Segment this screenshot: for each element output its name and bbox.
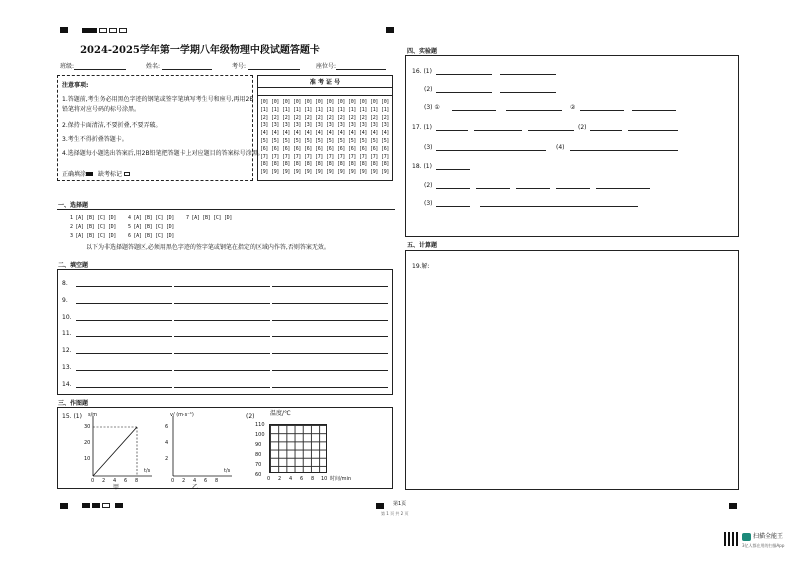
q18-label: 18. (1) xyxy=(412,163,432,170)
exam-id-bubble[interactable]: [1] xyxy=(370,106,379,113)
exam-id-bubble[interactable]: [4] xyxy=(326,130,335,137)
exam-id-bubble[interactable]: [6] xyxy=(282,145,291,152)
fill-item-label: 13. xyxy=(62,364,72,371)
answer-blank[interactable] xyxy=(174,370,270,371)
seat-field[interactable] xyxy=(336,69,386,70)
name-field[interactable] xyxy=(162,69,212,70)
fill-item-label: 12. xyxy=(62,347,72,355)
exam-id-bubble[interactable]: [9] xyxy=(359,169,368,176)
exam-id-bubble[interactable]: [9] xyxy=(315,169,324,176)
draw-area xyxy=(57,407,393,489)
exam-id-bubble[interactable]: [6] xyxy=(337,145,346,152)
g2-tick-y: 4 xyxy=(165,440,169,446)
exam-id-bubble[interactable]: [9] xyxy=(293,169,302,176)
fill-area xyxy=(57,269,393,395)
exam-id-bubble[interactable]: [9] xyxy=(337,169,346,176)
answer-blank[interactable] xyxy=(174,320,270,321)
exam-id-bubble[interactable]: [9] xyxy=(370,169,379,176)
g1-tick-x: 8 xyxy=(135,478,139,484)
timing-mark xyxy=(92,503,100,508)
exam-id-bubble[interactable]: [4] xyxy=(381,130,390,137)
exam-id-bubble[interactable]: [2] xyxy=(370,114,379,121)
notice-item: 2.保持卡面清洁,不要折叠,不要弄破。 xyxy=(62,122,162,129)
exam-id-bubble[interactable]: [4] xyxy=(370,130,379,137)
exam-id-bubble[interactable]: [1] xyxy=(315,106,324,113)
section-fill-heading: 二、填空题 xyxy=(58,262,89,269)
q18-3-label: (3) xyxy=(424,200,433,207)
exam-id-bubble[interactable]: [3] xyxy=(315,122,324,129)
exam-id-bubble[interactable]: [1] xyxy=(381,106,390,113)
q16-3b-label: ② xyxy=(570,104,576,111)
choice-item[interactable]: 5 [A] [B] [C] [D] xyxy=(128,224,175,230)
answer-blank[interactable] xyxy=(506,110,562,111)
answer-blank[interactable] xyxy=(76,286,172,287)
answer-blank[interactable] xyxy=(452,110,496,111)
exam-id-bubble[interactable]: [1] xyxy=(348,106,357,113)
g2-tick-y: 2 xyxy=(165,456,169,462)
exam-id-bubble[interactable]: [4] xyxy=(337,130,346,137)
timing-mark xyxy=(99,28,107,33)
g2-tick-x: 6 xyxy=(204,478,208,484)
answer-blank[interactable] xyxy=(476,188,510,189)
g1-xlabel: t/s xyxy=(144,468,151,474)
exam-id-bubble[interactable]: [1] xyxy=(282,106,291,113)
fill-item-label: 14. xyxy=(62,380,72,388)
g3-xlabel: 时间/min xyxy=(330,476,352,482)
exam-id-bubble[interactable]: [3] xyxy=(260,122,269,129)
fill-sample xyxy=(86,172,93,176)
exam-id-bubble[interactable]: [8] xyxy=(271,161,280,168)
exam-id-bubble[interactable]: [5] xyxy=(282,138,291,144)
q16-3-label: (3) ① xyxy=(424,104,440,111)
answer-blank[interactable] xyxy=(500,74,556,75)
g2-tick-y: 6 xyxy=(165,424,169,430)
exam-id-grid[interactable] xyxy=(260,99,392,179)
g3-tick-x: 4 xyxy=(289,476,293,482)
q19-label: 19.解: xyxy=(412,263,430,270)
exam-no-label: 考号: xyxy=(232,63,247,70)
exam-id-bubble[interactable]: [7] xyxy=(315,153,324,160)
exam-id-bubble[interactable]: [7] xyxy=(370,153,379,160)
exam-id-bubble[interactable]: [7] xyxy=(271,153,280,160)
exam-id-bubble[interactable]: [5] xyxy=(348,138,357,144)
answer-blank[interactable] xyxy=(76,336,172,337)
answer-blank[interactable] xyxy=(174,353,270,354)
exam-id-bubble[interactable]: [8] xyxy=(315,161,324,168)
g2-tick-x: 8 xyxy=(215,478,219,484)
answer-blank[interactable] xyxy=(516,188,550,189)
exam-id-bubble[interactable]: [2] xyxy=(271,114,280,121)
exam-id-bubble[interactable]: [5] xyxy=(260,138,269,144)
exam-id-bubble[interactable]: [2] xyxy=(282,114,291,121)
exam-id-bubble[interactable]: [8] xyxy=(359,161,368,168)
exam-id-bubble[interactable]: [6] xyxy=(271,145,280,152)
exam-id-bubble[interactable]: [7] xyxy=(293,153,302,160)
answer-blank[interactable] xyxy=(76,320,172,321)
answer-blank[interactable] xyxy=(556,188,590,189)
exam-id-bubble[interactable]: [7] xyxy=(260,153,269,160)
timing-mark xyxy=(82,503,90,508)
g1-tick-x: 0 xyxy=(91,478,95,484)
choice-item[interactable]: 1 [A] [B] [C] [D] xyxy=(70,215,117,221)
notice-heading: 注意事项: xyxy=(62,82,89,89)
g1-tick-x: 4 xyxy=(113,478,117,484)
answer-blank[interactable] xyxy=(174,387,270,388)
absent-mark-label: 缺考标记 xyxy=(98,171,123,178)
exam-id-bubble[interactable]: [1] xyxy=(260,106,269,113)
seat-label: 座位号: xyxy=(316,63,337,70)
exam-id-bubble[interactable]: [5] xyxy=(326,138,335,144)
answer-blank[interactable] xyxy=(436,169,470,170)
exam-id-bubble[interactable]: [2] xyxy=(381,114,390,121)
answer-blank[interactable] xyxy=(76,387,172,388)
g3-tick-y: 70 xyxy=(255,462,262,468)
exam-id-bubble[interactable]: [7] xyxy=(381,153,390,160)
timing-mark xyxy=(119,28,127,33)
answer-blank[interactable] xyxy=(76,303,172,304)
exam-id-bubble[interactable]: [0] xyxy=(326,99,335,105)
exam-id-bubble[interactable]: [2] xyxy=(260,114,269,121)
exam-id-bubble[interactable]: [2] xyxy=(315,114,324,121)
temperature-grid[interactable] xyxy=(269,424,327,473)
choice-item[interactable]: 6 [A] [B] [C] [D] xyxy=(128,233,175,239)
exam-id-bubble[interactable]: [3] xyxy=(271,122,280,129)
exam-id-bubble[interactable]: [0] xyxy=(337,99,346,105)
g3-tick-x: 2 xyxy=(278,476,282,482)
exam-id-bubble[interactable]: [6] xyxy=(326,145,335,152)
exam-id-bubble[interactable]: [8] xyxy=(348,161,357,168)
g3-tick-y: 90 xyxy=(255,442,262,448)
exam-id-bubble[interactable]: [6] xyxy=(359,145,368,152)
exam-id-bubble[interactable]: [8] xyxy=(260,161,269,168)
exam-id-box xyxy=(257,75,393,181)
g1-tick-x: 6 xyxy=(124,478,128,484)
exam-id-bubble[interactable]: [4] xyxy=(304,130,313,137)
choice-item[interactable]: 2 [A] [B] [C] [D] xyxy=(70,224,117,230)
fill-item-label: 11. xyxy=(62,330,72,338)
g1-tick-y: 30 xyxy=(84,424,91,430)
exam-id-bubble[interactable]: [2] xyxy=(326,114,335,121)
answer-blank[interactable] xyxy=(174,303,270,304)
exam-id-bubble[interactable]: [8] xyxy=(381,161,390,168)
exam-id-bubble[interactable]: [5] xyxy=(315,138,324,144)
exam-id-bubble[interactable]: [2] xyxy=(348,114,357,121)
exam-id-bubble[interactable]: [9] xyxy=(304,169,313,176)
exam-id-bubble[interactable]: [5] xyxy=(370,138,379,144)
exam-id-bubble[interactable]: [8] xyxy=(370,161,379,168)
g3-tick-y: 80 xyxy=(255,452,262,458)
answer-blank[interactable] xyxy=(436,188,470,189)
non-choice-notice: 以下为非选择题答题区,必须用黑色字迹的签字笔或钢笔在指定的区域内作答,否则答案无效。 xyxy=(86,244,330,251)
exam-id-bubble[interactable]: [7] xyxy=(359,153,368,160)
exam-id-bubble[interactable]: [9] xyxy=(381,169,390,176)
exam-id-bubble[interactable]: [9] xyxy=(348,169,357,176)
g2-xlabel: t/s xyxy=(224,468,231,474)
experiment-area xyxy=(405,55,739,237)
g2-ylabel: v/ (m·s⁻¹) xyxy=(170,412,194,418)
sheet-title: 2024-2025学年第一学期八年级物理中段试题答题卡 xyxy=(80,45,320,56)
g3-tick-x: 10 xyxy=(321,476,328,482)
g2-tick-x: 2 xyxy=(182,478,186,484)
exam-id-bubble[interactable]: [9] xyxy=(326,169,335,176)
exam-id-bubble[interactable]: [3] xyxy=(304,122,313,129)
exam-id-bubble[interactable]: [4] xyxy=(293,130,302,137)
exam-id-bubble[interactable]: [8] xyxy=(337,161,346,168)
choice-item[interactable]: 4 [A] [B] [C] [D] xyxy=(128,215,175,221)
q17-3-label: (3) xyxy=(424,144,433,151)
section-experiment-heading: 四、实验题 xyxy=(407,48,438,55)
answer-blank[interactable] xyxy=(436,74,492,75)
g3-ylabel: 温度/℃ xyxy=(270,410,291,417)
g3-tick-x: 8 xyxy=(311,476,315,482)
exam-id-bubble[interactable]: [5] xyxy=(359,138,368,144)
exam-no-field[interactable] xyxy=(248,69,300,70)
exam-id-bubble[interactable]: [4] xyxy=(271,130,280,137)
exam-id-bubble[interactable]: [7] xyxy=(304,153,313,160)
q18-2-label: (2) xyxy=(424,182,433,189)
exam-id-bubble[interactable]: [0] xyxy=(293,99,302,105)
exam-id-bubble[interactable]: [7] xyxy=(348,153,357,160)
notice-item: 1.答题前,考生务必用黑色字迹的钢笔或签字笔填写考生号和座号,再用2B xyxy=(62,96,254,103)
exam-id-bubble[interactable]: [6] xyxy=(370,145,379,152)
name-label: 姓名: xyxy=(146,63,161,70)
exam-id-bubble[interactable]: [6] xyxy=(293,145,302,152)
timing-mark xyxy=(102,503,110,508)
timing-mark xyxy=(729,503,737,509)
timing-mark xyxy=(115,503,123,508)
exam-id-bubble[interactable]: [9] xyxy=(271,169,280,176)
exam-id-bubble[interactable]: [0] xyxy=(304,99,313,105)
exam-id-bubble[interactable]: [1] xyxy=(293,106,302,113)
timing-mark xyxy=(376,503,384,509)
notice-item: 4.选择题每小题选出答案后,用2B铅笔把答题卡上对应题目的答案标号涂黑。 xyxy=(62,150,264,157)
answer-blank[interactable] xyxy=(570,150,678,151)
exam-id-bubble[interactable]: [3] xyxy=(359,122,368,129)
exam-id-bubble[interactable]: [3] xyxy=(326,122,335,129)
g1-ylabel: s/m xyxy=(88,412,98,418)
scanner-brand: 扫描全能王 xyxy=(753,533,784,540)
exam-id-bubble[interactable]: [8] xyxy=(304,161,313,168)
q17-2-label: (2) xyxy=(578,124,587,131)
exam-id-bubble[interactable]: [5] xyxy=(337,138,346,144)
exam-id-bubble[interactable]: [0] xyxy=(370,99,379,105)
answer-blank[interactable] xyxy=(272,320,388,321)
g2-tick-x: 4 xyxy=(193,478,197,484)
answer-blank[interactable] xyxy=(528,130,574,131)
answer-blank[interactable] xyxy=(272,336,388,337)
q15-label: 15. (1) xyxy=(62,413,82,420)
qr-code-icon xyxy=(724,532,738,546)
exam-id-bubble[interactable]: [2] xyxy=(337,114,346,121)
exam-id-bubble[interactable]: [6] xyxy=(304,145,313,152)
exam-id-bubble[interactable]: [0] xyxy=(260,99,269,105)
notice-box xyxy=(57,75,264,181)
answer-blank[interactable] xyxy=(632,110,676,111)
fill-item-label: 9. xyxy=(62,296,68,304)
timing-mark xyxy=(60,503,68,509)
exam-id-bubble[interactable]: [5] xyxy=(304,138,313,144)
section-draw-heading: 三、作图题 xyxy=(58,400,89,407)
exam-id-bubble[interactable]: [3] xyxy=(337,122,346,129)
section-calc-heading: 五、计算题 xyxy=(407,242,438,249)
answer-blank[interactable] xyxy=(596,188,650,189)
g2-tick-x: 0 xyxy=(171,478,175,484)
answer-blank[interactable] xyxy=(436,150,546,151)
answer-blank[interactable] xyxy=(628,130,678,131)
choice-item[interactable]: 3 [A] [B] [C] [D] xyxy=(70,233,117,239)
answer-blank[interactable] xyxy=(272,387,388,388)
exam-id-bubble[interactable]: [7] xyxy=(337,153,346,160)
exam-id-bubble[interactable]: [5] xyxy=(381,138,390,144)
exam-id-bubble[interactable]: [6] xyxy=(315,145,324,152)
exam-id-bubble[interactable]: [0] xyxy=(359,99,368,105)
exam-id-bubble[interactable]: [1] xyxy=(304,106,313,113)
answer-blank[interactable] xyxy=(76,370,172,371)
exam-id-bubble[interactable]: [0] xyxy=(271,99,280,105)
g3-tick-x: 0 xyxy=(267,476,271,482)
g3-tick-x: 6 xyxy=(300,476,304,482)
q15-part2-label: (2) xyxy=(246,413,255,420)
g3-tick-y: 60 xyxy=(255,472,262,478)
exam-id-bubble[interactable]: [8] xyxy=(282,161,291,168)
class-label: 班级: xyxy=(60,63,75,70)
q16-label: 16. (1) xyxy=(412,68,432,75)
exam-id-bubble[interactable]: [2] xyxy=(293,114,302,121)
section-choice-heading: 一、选择题 xyxy=(58,202,89,209)
absent-mark-box[interactable] xyxy=(124,172,130,176)
exam-id-bubble[interactable]: [3] xyxy=(293,122,302,129)
answer-blank[interactable] xyxy=(272,286,388,287)
exam-id-bubble[interactable]: [3] xyxy=(381,122,390,129)
exam-id-bubble[interactable]: [3] xyxy=(370,122,379,129)
exam-id-bubble[interactable]: [7] xyxy=(282,153,291,160)
exam-id-bubble[interactable]: [0] xyxy=(282,99,291,105)
answer-blank[interactable] xyxy=(436,206,470,207)
exam-id-bubble[interactable]: [4] xyxy=(359,130,368,137)
page-count: 第 1 页 共 2 页 xyxy=(381,511,409,516)
fill-item-label: 10. xyxy=(62,313,72,321)
g1-tick-y: 20 xyxy=(84,440,91,446)
g1-tick-y: 10 xyxy=(84,456,91,462)
answer-blank[interactable] xyxy=(272,353,388,354)
q17-4-label: (4) xyxy=(556,144,565,151)
g1-tick-x: 2 xyxy=(102,478,106,484)
exam-id-bubble[interactable]: [2] xyxy=(304,114,313,121)
exam-id-bubble[interactable]: [1] xyxy=(326,106,335,113)
exam-id-bubble[interactable]: [6] xyxy=(381,145,390,152)
exam-id-bubble[interactable]: [4] xyxy=(282,130,291,137)
answer-blank[interactable] xyxy=(480,206,638,207)
exam-id-bubble[interactable]: [6] xyxy=(348,145,357,152)
answer-blank[interactable] xyxy=(500,92,556,93)
page-number: 第1页 xyxy=(393,501,407,507)
notice-item: 铅笔将对应号码的标号涂黑。 xyxy=(62,106,141,113)
exam-id-bubble[interactable]: [5] xyxy=(271,138,280,144)
g2-caption: 乙 xyxy=(192,484,199,491)
exam-id-bubble[interactable]: [5] xyxy=(293,138,302,144)
fill-correct-label: 正确填涂 xyxy=(62,171,87,178)
answer-blank[interactable] xyxy=(272,303,388,304)
timing-mark xyxy=(386,27,394,33)
exam-id-bubble[interactable]: [9] xyxy=(260,169,269,176)
g1-caption: 甲 xyxy=(113,484,120,491)
exam-id-bubble[interactable]: [7] xyxy=(326,153,335,160)
exam-id-bubble[interactable]: [4] xyxy=(315,130,324,137)
fill-item-label: 8. xyxy=(62,280,68,287)
answer-blank[interactable] xyxy=(436,92,492,93)
answer-blank[interactable] xyxy=(174,336,270,337)
answer-blank[interactable] xyxy=(474,130,522,131)
scanner-sub: 3亿人都在用的扫描App xyxy=(742,543,785,548)
exam-id-bubble[interactable]: [4] xyxy=(260,130,269,137)
exam-id-bubble[interactable]: [0] xyxy=(381,99,390,105)
answer-blank[interactable] xyxy=(580,110,624,111)
exam-id-bubble[interactable]: [0] xyxy=(315,99,324,105)
answer-blank[interactable] xyxy=(174,286,270,287)
timing-mark xyxy=(60,27,68,33)
answer-blank[interactable] xyxy=(272,370,388,371)
choice-item[interactable]: 7 [A] [B] [C] [D] xyxy=(186,215,233,221)
exam-id-bubble[interactable]: [9] xyxy=(282,169,291,176)
q17-label: 17. (1) xyxy=(412,124,432,131)
calc-area[interactable] xyxy=(405,250,739,490)
exam-id-heading: 准 考 证 号 xyxy=(309,79,341,86)
exam-id-bubble[interactable]: [6] xyxy=(260,145,269,152)
exam-id-bubble[interactable]: [4] xyxy=(348,130,357,137)
exam-id-bubble[interactable]: [2] xyxy=(359,114,368,121)
timing-mark xyxy=(82,28,97,33)
q16-2-label: (2) xyxy=(424,86,433,93)
scanner-logo-icon xyxy=(742,533,751,541)
notice-item: 3.考生不得折叠答题卡。 xyxy=(62,136,128,143)
exam-id-bubble[interactable]: [3] xyxy=(348,122,357,129)
g3-tick-y: 100 xyxy=(255,432,265,438)
answer-blank[interactable] xyxy=(590,130,622,131)
exam-id-bubble[interactable]: [1] xyxy=(271,106,280,113)
exam-id-bubble[interactable]: [0] xyxy=(348,99,357,105)
exam-id-bubble[interactable]: [8] xyxy=(326,161,335,168)
timing-mark xyxy=(109,28,117,33)
answer-blank[interactable] xyxy=(436,130,468,131)
g3-tick-y: 110 xyxy=(255,422,265,428)
exam-id-bubble[interactable]: [3] xyxy=(282,122,291,129)
answer-blank[interactable] xyxy=(76,353,172,354)
exam-id-bubble[interactable]: [1] xyxy=(359,106,368,113)
class-field[interactable] xyxy=(74,69,126,70)
exam-id-bubble[interactable]: [8] xyxy=(293,161,302,168)
exam-id-bubble[interactable]: [1] xyxy=(337,106,346,113)
